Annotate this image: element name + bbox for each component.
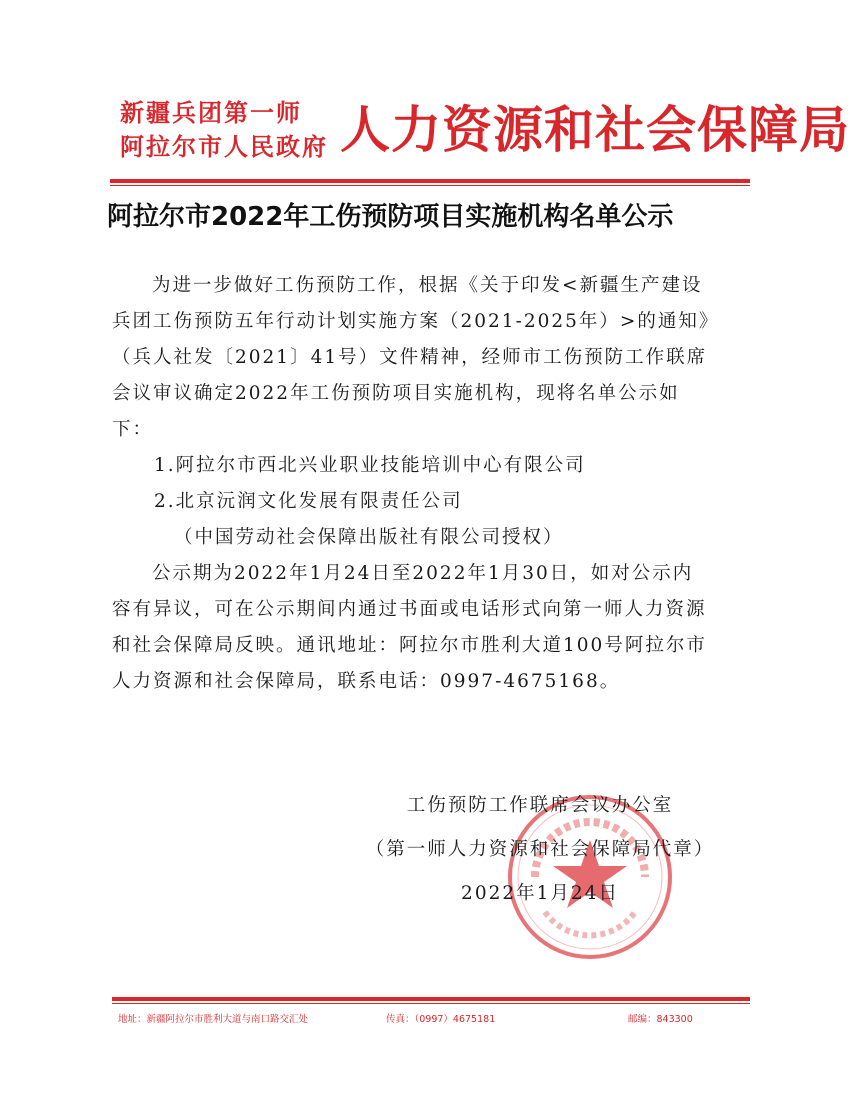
issuing-office: 工伤预防工作联席会议办公室 bbox=[406, 795, 674, 816]
signature-block bbox=[360, 784, 720, 916]
header-divider-thin bbox=[110, 185, 750, 186]
document-body bbox=[112, 268, 712, 700]
footer-fax: 传真：（0997）4675181 bbox=[386, 1014, 496, 1025]
list-item: 2.北京沅润文化发展有限责任公司 bbox=[154, 491, 463, 512]
intro-paragraph: 为进一步做好工伤预防工作，根据《关于印发<新疆生产建设兵团工伤预防五年行动计划实施方案（2021-2025年）>的通知》（兵人社发〔2021〕41号）文件精神，经师市工伤预防工作联席会议审议确定2022年工伤预防项目实施机构，现将名单公示如下： bbox=[112, 275, 711, 440]
footer-address: 地址：新疆阿拉尔市胜利大道与南口路交汇处 bbox=[118, 1014, 309, 1025]
letterhead-org-line2: 阿拉尔市人民政府 bbox=[120, 133, 328, 161]
list-item: 1.阿拉尔市西北兴业职业技能培训中心有限公司 bbox=[154, 455, 586, 476]
footer-postcode: 邮编：843300 bbox=[628, 1014, 693, 1025]
letterhead-bureau: 人力资源和社会保障局 bbox=[340, 101, 850, 159]
notice-paragraph: 公示期为2022年1月24日至2022年1月30日，如对公示内容有异议，可在公示期间内通过书面或电话形式向第一师人力资源和社会保障局反映。通讯地址：阿拉尔市胜利大道100号阿拉尔市人力资源和社会保障局，联系电话：0997-4675168。 bbox=[112, 563, 707, 692]
footer bbox=[118, 1011, 718, 1031]
letterhead-org-line1: 新疆兵团第一师 bbox=[120, 99, 302, 127]
footer-divider-thick bbox=[112, 997, 750, 1001]
document-title: 阿拉尔市2022年工伤预防项目实施机构名单公示 bbox=[107, 202, 674, 232]
letterhead-org bbox=[120, 96, 335, 164]
issue-date: 2022年1月24日 bbox=[461, 883, 619, 904]
header-divider-thick bbox=[110, 179, 750, 183]
list-item-note: （中国劳动社会保障出版社有限公司授权） bbox=[174, 527, 564, 548]
footer-divider-thin bbox=[112, 1003, 750, 1004]
stamp-note: （第一师人力资源和社会保障局代章） bbox=[365, 839, 715, 860]
